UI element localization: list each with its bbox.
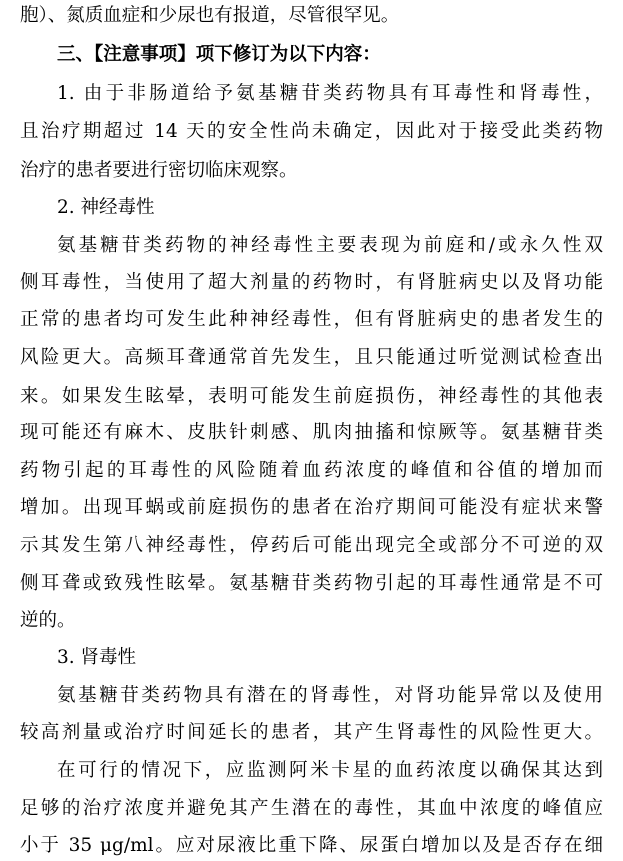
section-heading-precautions: 三、【注意事项】项下修订为以下内容： [57,44,381,65]
neurotoxicity-paragraph-line: 逆的。 [20,610,76,631]
neurotoxicity-paragraph-line: 正常的患者均可发生此种神经毒性，但有肾脏病史的患者发生的 [20,309,603,330]
neurotoxicity-paragraph-line: 现可能还有麻木、皮肤针刺感、肌肉抽搐和惊厥等。氨基糖苷类 [20,422,603,443]
neurotoxicity-paragraph-line: 氨基糖苷类药物的神经毒性主要表现为前庭和/或永久性双 [57,235,603,256]
nephrotoxicity-paragraph-line: 较高剂量或治疗时间延长的患者，其产生肾毒性的风险性更大。 [20,722,603,743]
neurotoxicity-paragraph-line: 风险更大。高频耳聋通常首先发生，且只能通过听觉测试检查出 [20,347,603,368]
neurotoxicity-paragraph-line: 侧耳聋或致残性眩晕。氨基糖苷类药物引起的耳毒性通常是不可 [20,573,603,594]
item-1-line: 治疗的患者要进行密切临床观察。 [20,160,298,181]
monitoring-paragraph-line: 在可行的情况下，应监测阿米卡星的血药浓度以确保其达到 [57,760,603,781]
subheading-nephrotoxicity: 3. 肾毒性 [57,647,137,668]
neurotoxicity-paragraph-line: 示其发生第八神经毒性，停药后可能出现完全或部分不可逆的双 [20,535,603,556]
neurotoxicity-paragraph-line: 来。如果发生眩晕，表明可能发生前庭损伤，神经毒性的其他表 [20,386,603,407]
paragraph-line-continuation: 胞）、氮质血症和少尿也有报道，尽管很罕见。 [20,5,400,26]
monitoring-paragraph-line: 小于 35 μg/ml。应对尿液比重下降、尿蛋白增加以及是否存在细 [20,835,603,856]
item-1-line: 1. 由于非肠道给予氨基糖苷类药物具有耳毒性和肾毒性， [57,83,603,104]
monitoring-paragraph-line: 足够的治疗浓度并避免其产生潜在的毒性，其血中浓度的峰值应 [20,798,603,819]
neurotoxicity-paragraph-line: 增加。出现耳蜗或前庭损伤的患者在治疗期间可能没有症状来警 [20,497,603,518]
item-1-line: 且治疗期超过 14 天的安全性尚未确定，因此对于接受此类药物 [20,121,603,142]
neurotoxicity-paragraph-line: 药物引起的耳毒性的风险随着血药浓度的峰值和谷值的增加而 [20,460,603,481]
subheading-neurotoxicity: 2. 神经毒性 [57,197,155,218]
neurotoxicity-paragraph-line: 侧耳毒性，当使用了超大剂量的药物时，有肾脏病史以及肾功能 [20,272,603,293]
nephrotoxicity-paragraph-line: 氨基糖苷类药物具有潜在的肾毒性，对肾功能异常以及使用 [57,685,603,706]
